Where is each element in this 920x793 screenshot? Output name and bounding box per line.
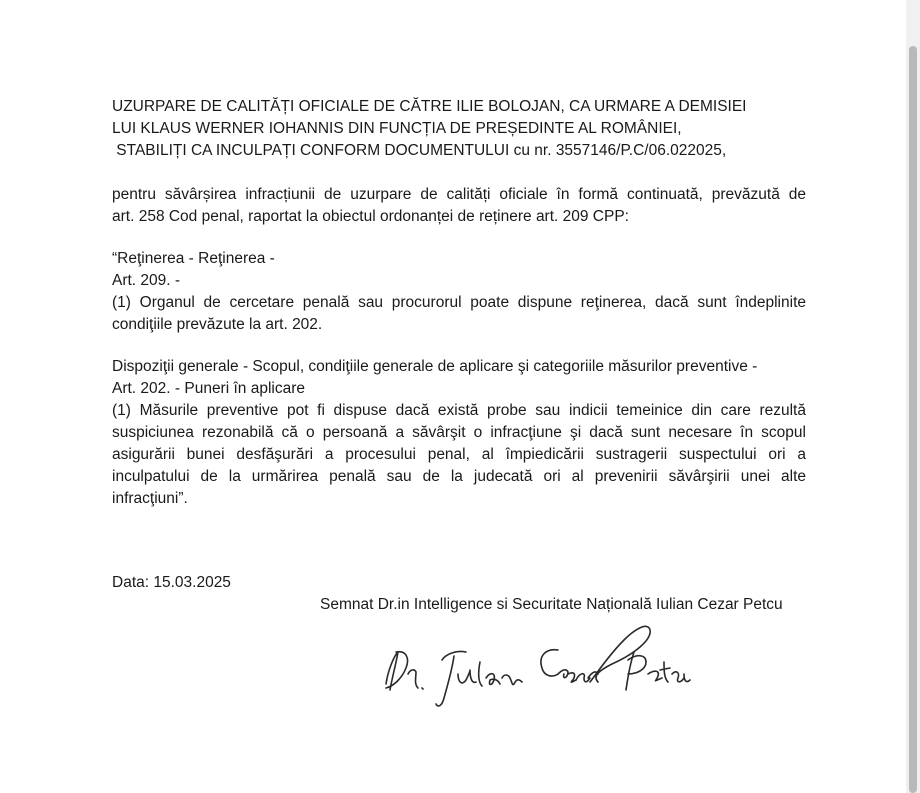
intro-paragraph bbox=[112, 184, 806, 228]
article-209-paragraph-line-2: condiţiile prevăzute la art. 202. bbox=[112, 316, 323, 333]
article-202-paragraph-line-5: infracţiuni”. bbox=[112, 490, 188, 507]
article-202-title: Dispoziţii generale - Scopul, condiţiile generale de aplicare şi categoriile măsurilor preventive - bbox=[112, 358, 758, 375]
document-date: Data: 15.03.2025 bbox=[112, 574, 231, 591]
heading-line-1: UZURPARE DE CALITĂȚI OFICIALE DE CĂTRE ILIE BOLOJAN, CA URMARE A DEMISIEI bbox=[112, 98, 747, 115]
intro-line-1: pentru săvârșirea infracțiunii de uzurpare de calități oficiale în formă continuată, prevăzută de bbox=[112, 186, 806, 203]
article-202-paragraph-line-3: asigurării bunei desfăşurări a procesului penal, al împiedicării sustragerii suspectului ori a bbox=[112, 446, 806, 463]
handwritten-signature bbox=[372, 612, 692, 712]
article-202-paragraph-line-4: inculpatului de la urmărirea penală sau de la judecată ori al prevenirii săvârşirii unei alte bbox=[112, 468, 806, 485]
article-209-paragraph-line-1: (1) Organul de cercetare penală sau procurorul poate dispune reţinerea, dacă sunt îndeplinite bbox=[112, 294, 806, 311]
heading-line-2: LUI KLAUS WERNER IOHANNIS DIN FUNCȚIA DE PREȘEDINTE AL ROMÂNIEI, bbox=[112, 120, 682, 137]
article-202-section bbox=[112, 356, 806, 510]
article-202-paragraph-line-1: (1) Măsurile preventive pot fi dispuse dacă există probe sau indicii temeinice din care rezultă bbox=[112, 402, 806, 419]
document-heading bbox=[112, 96, 812, 162]
article-209-section bbox=[112, 248, 806, 336]
article-202-number: Art. 202. - Puneri în aplicare bbox=[112, 380, 305, 397]
signed-by-line: Semnat Dr.in Intelligence si Securitate Națională Iulian Cezar Petcu bbox=[320, 596, 783, 613]
article-209-title: “Reţinerea - Reţinerea - bbox=[112, 250, 275, 267]
intro-line-2: art. 258 Cod penal, raportat la obiectul ordonanței de reținere art. 209 CPP: bbox=[112, 208, 629, 225]
scrollbar-track[interactable] bbox=[906, 0, 920, 793]
article-209-number: Art. 209. - bbox=[112, 272, 181, 289]
heading-line-3: STABILIȚI CA INCULPAȚI CONFORM DOCUMENTULUI cu nr. 3557146/P.C/06.022025, bbox=[112, 142, 727, 159]
scrollbar-thumb[interactable] bbox=[909, 46, 917, 793]
article-202-paragraph-line-2: suspiciunea rezonabilă că o persoană a săvârşit o infracţiune şi dacă sunt necesare în scopul bbox=[112, 424, 806, 441]
